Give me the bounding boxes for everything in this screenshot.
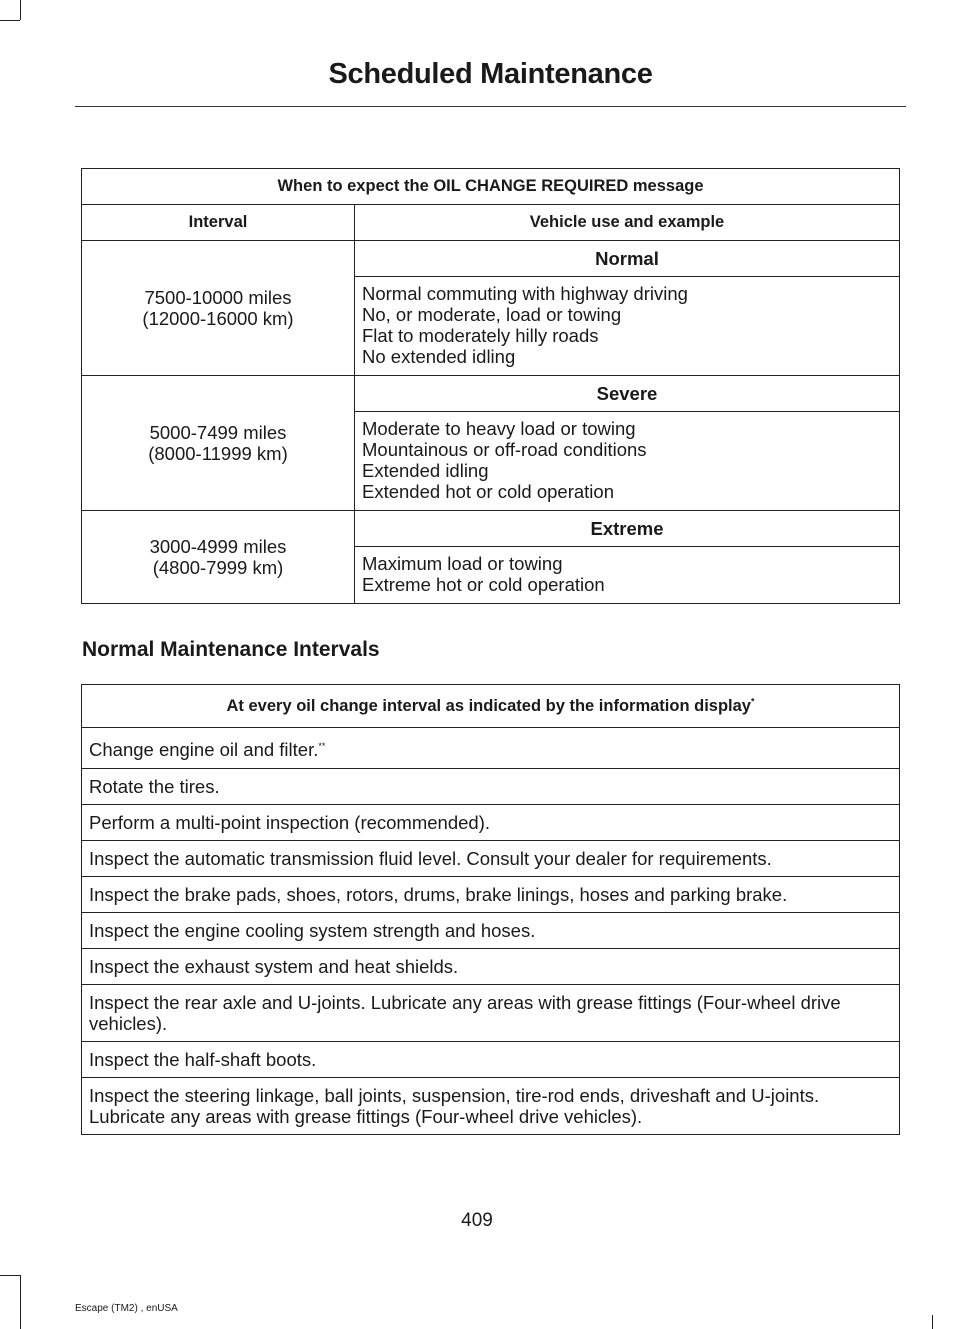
crop-mark	[932, 1315, 933, 1329]
category-label: Severe	[355, 376, 900, 412]
table-row	[82, 805, 900, 841]
maintenance-item-text: Change engine oil and filter.	[89, 739, 319, 760]
table-row	[82, 511, 900, 547]
maintenance-item: Perform a multi-point inspection (recommended).	[82, 805, 900, 841]
use-example: Mountainous or off-road conditions	[362, 439, 647, 460]
maintenance-item	[82, 728, 900, 769]
footnote-marker: **	[318, 740, 326, 751]
title-divider	[75, 106, 906, 107]
maintenance-item: Inspect the automatic transmission fluid level. Consult your dealer for requirements.	[82, 841, 900, 877]
use-example: Maximum load or towing	[362, 553, 563, 574]
use-example: Extreme hot or cold operation	[362, 574, 605, 595]
table-row	[82, 913, 900, 949]
crop-mark	[20, 0, 21, 20]
column-header-use: Vehicle use and example	[355, 205, 900, 241]
interval-km: (4800-7999 km)	[152, 557, 284, 578]
section-heading: Normal Maintenance Intervals	[82, 638, 380, 661]
use-example: Normal commuting with highway driving	[362, 283, 688, 304]
maintenance-table	[81, 684, 900, 1135]
category-label: Extreme	[355, 511, 900, 547]
use-examples	[355, 277, 900, 376]
interval-cell	[82, 376, 355, 511]
use-example: No extended idling	[362, 346, 516, 367]
table-row	[82, 985, 900, 1042]
maintenance-item: Inspect the brake pads, shoes, rotors, drums, brake linings, hoses and parking brake.	[82, 877, 900, 913]
maintenance-item: Rotate the tires.	[82, 769, 900, 805]
maintenance-item: Inspect the exhaust system and heat shields.	[82, 949, 900, 985]
page-number: 409	[461, 1210, 493, 1231]
interval-miles: 5000-7499 miles	[149, 422, 287, 443]
interval-cell	[82, 511, 355, 604]
crop-mark	[20, 1275, 21, 1329]
maintenance-item: Inspect the engine cooling system strength and hoses.	[82, 913, 900, 949]
oil-change-table	[81, 168, 900, 604]
maintenance-item: Inspect the half-shaft boots.	[82, 1042, 900, 1078]
table-row	[82, 841, 900, 877]
crop-mark	[0, 1275, 20, 1276]
page-title: Scheduled Maintenance	[328, 58, 653, 90]
table-header-text: At every oil change interval as indicated by the information display	[226, 696, 751, 715]
maintenance-item: Inspect the steering linkage, ball joints, suspension, tire-rod ends, driveshaft and U-joints. Lubricate any areas with grease fittings (Four-wheel drive vehicles).	[82, 1078, 900, 1135]
interval-miles: 3000-4999 miles	[149, 536, 287, 557]
table-header	[82, 685, 900, 728]
interval-cell	[82, 241, 355, 376]
category-label: Normal	[355, 241, 900, 277]
table-caption-row	[82, 169, 900, 205]
maintenance-item: Inspect the rear axle and U-joints. Lubricate any areas with grease fittings (Four-wheel drive vehicles).	[82, 985, 900, 1042]
footnote-marker: *	[750, 696, 755, 706]
use-example: Moderate to heavy load or towing	[362, 418, 636, 439]
use-example: Extended hot or cold operation	[362, 481, 614, 502]
table-header-row	[82, 685, 900, 728]
use-example: No, or moderate, load or towing	[362, 304, 622, 325]
table-caption: When to expect the OIL CHANGE REQUIRED message	[82, 169, 900, 205]
table-row	[82, 1078, 900, 1135]
table-row	[82, 877, 900, 913]
use-examples	[355, 412, 900, 511]
table-row	[82, 769, 900, 805]
column-header-interval: Interval	[82, 205, 355, 241]
interval-km: (8000-11999 km)	[148, 443, 288, 464]
table-header-row	[82, 205, 900, 241]
use-examples	[355, 547, 900, 604]
crop-mark	[0, 20, 20, 21]
use-example: Flat to moderately hilly roads	[362, 325, 599, 346]
table-row	[82, 376, 900, 412]
table-row	[82, 1042, 900, 1078]
footer-text: Escape (TM2) , enUSA	[75, 1303, 178, 1314]
use-example: Extended idling	[362, 460, 489, 481]
interval-miles: 7500-10000 miles	[144, 287, 292, 308]
interval-km: (12000-16000 km)	[142, 308, 294, 329]
table-row	[82, 949, 900, 985]
table-row	[82, 241, 900, 277]
table-row	[82, 728, 900, 769]
